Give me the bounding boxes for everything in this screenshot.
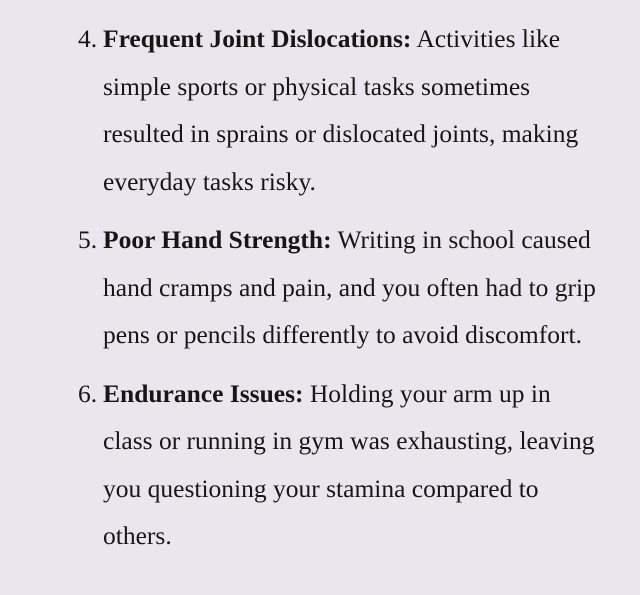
item-term: Poor Hand Strength: (103, 225, 332, 254)
item-number: 5. (78, 225, 98, 254)
item-term: Frequent Joint Dislocations: (103, 24, 412, 53)
item-number: 6. (78, 378, 98, 408)
item-number: 4. (78, 24, 98, 53)
list-item (0, 15, 640, 205)
list-item (0, 216, 640, 359)
item-description: Writing in school caused hand cramps and pain, and you often had to grip pens or pencils differently to avoid discomfort. (103, 225, 596, 349)
item-description: Holding your arm up in class or running in gym was exhausting, leaving you questioning your stamina compared to others. (103, 378, 595, 550)
list-item (0, 370, 640, 560)
item-term: Endurance Issues: (103, 378, 304, 408)
item-description: Activities like simple sports or physical tasks sometimes resulted in sprains or dislocated joints, making everyday tasks risky. (103, 24, 579, 196)
numbered-list (0, 15, 640, 571)
